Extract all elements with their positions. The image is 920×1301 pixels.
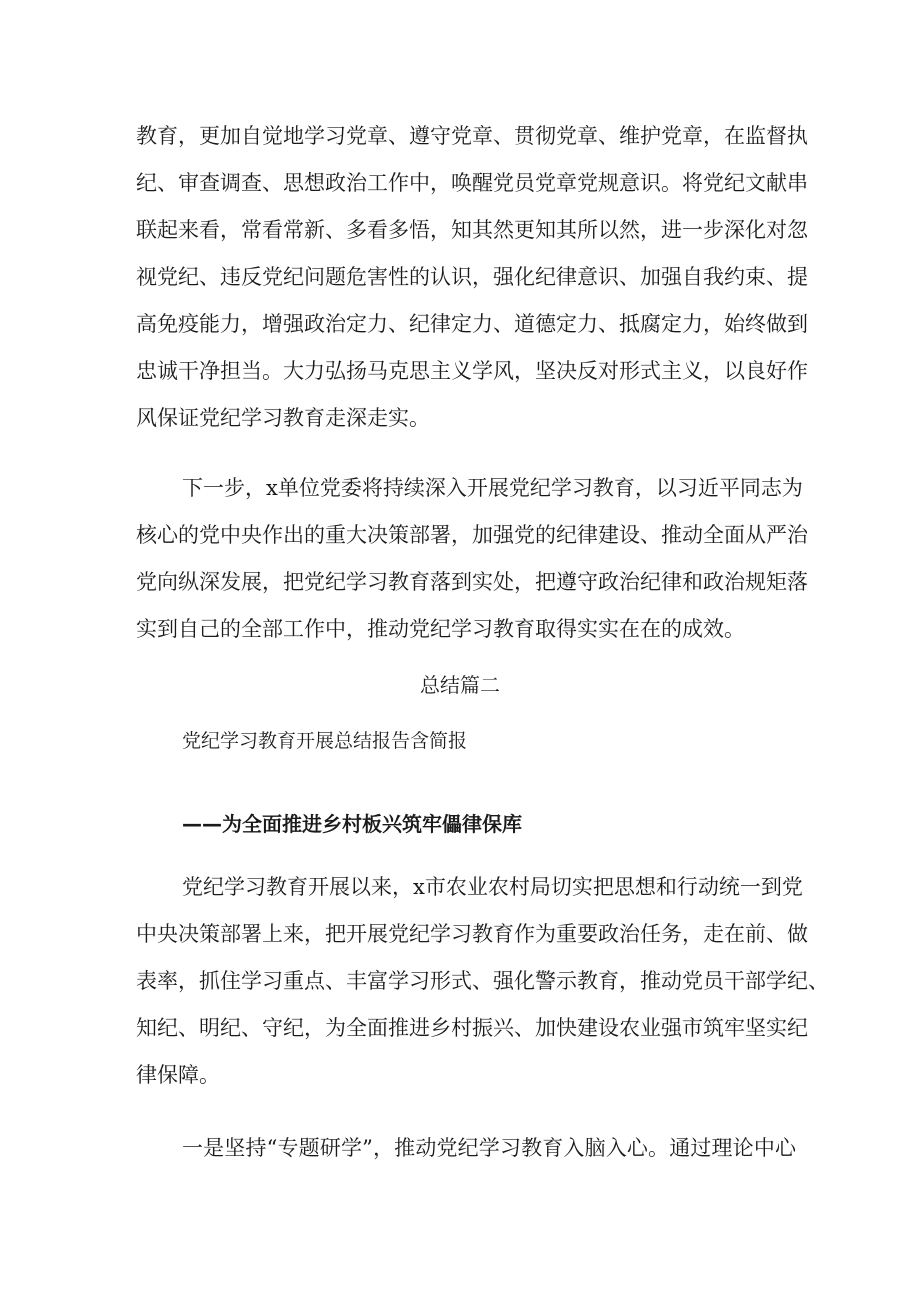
paragraph-2-line-1: 下一步，x单位党委将持续深入开展党纪学习教育，以习近平同志为 [182, 476, 803, 500]
paragraph-2-line-2: 核心的党中央作出的重大决策部署，加强党的纪律建设、推动全面从严治 [136, 523, 808, 547]
paragraph-3-line-5: 律保障。 [136, 1063, 220, 1087]
paragraph-4-line-1: 一是坚持“专题研学”，推动党纪学习教育入脑入心。通过理论中心 [182, 1136, 796, 1160]
paragraph-1-line-7: 风保证党纪学习教育走深走实。 [136, 406, 430, 430]
report-title: 党纪学习教育开展总结报告含简报 [182, 730, 468, 752]
paragraph-3-line-3: 表率，抓住学习重点、丰富学习形式、强化警示教育，推动党员干部学纪、 [136, 969, 829, 993]
report-subtitle: ——为全面推进乡村板兴筑牢儡律保库 [182, 812, 522, 836]
paragraph-1-line-4: 视党纪、违反党纪问题危害性的认识，强化纪律意识、加强自我约束、提 [136, 265, 808, 289]
paragraph-3-line-1: 党纪学习教育开展以来，x市农业农村局切实把思想和行动统一到党 [182, 875, 803, 899]
paragraph-1-line-3: 联起来看，常看常新、多看多悟，知其然更知其所以然，进一步深化对忽 [136, 218, 808, 242]
section-heading: 总结篇二 [420, 673, 500, 697]
paragraph-1-line-2: 纪、审查调查、思想政治工作中，唤醒党员党章党规意识。将党纪文献串 [136, 171, 808, 195]
paragraph-1-line-5: 高免疫能力，增强政治定力、纪律定力、道德定力、抵腐定力，始终做到 [136, 312, 808, 336]
paragraph-3-line-2: 中央决策部署上来，把开展党纪学习教育作为重要政治任务，走在前、做 [136, 922, 808, 946]
paragraph-2-line-3: 党向纵深发展，把党纪学习教育落到实处，把遵守政治纪律和政治规矩落 [136, 570, 808, 594]
paragraph-2-line-4: 实到自己的全部工作中，推动党纪学习教育取得实实在在的成效。 [136, 617, 745, 641]
paragraph-3-line-4: 知纪、明纪、守纪，为全面推进乡村振兴、加快建设农业强市筑牢坚实纪 [136, 1016, 808, 1040]
paragraph-1-line-1: 教育，更加自觉地学习党章、遵守党章、贯彻党章、维护党章，在监督执 [136, 124, 808, 148]
paragraph-1-line-6: 忠诚干净担当。大力弘扬马克思主义学风，坚决反对形式主义，以良好作 [136, 359, 808, 383]
